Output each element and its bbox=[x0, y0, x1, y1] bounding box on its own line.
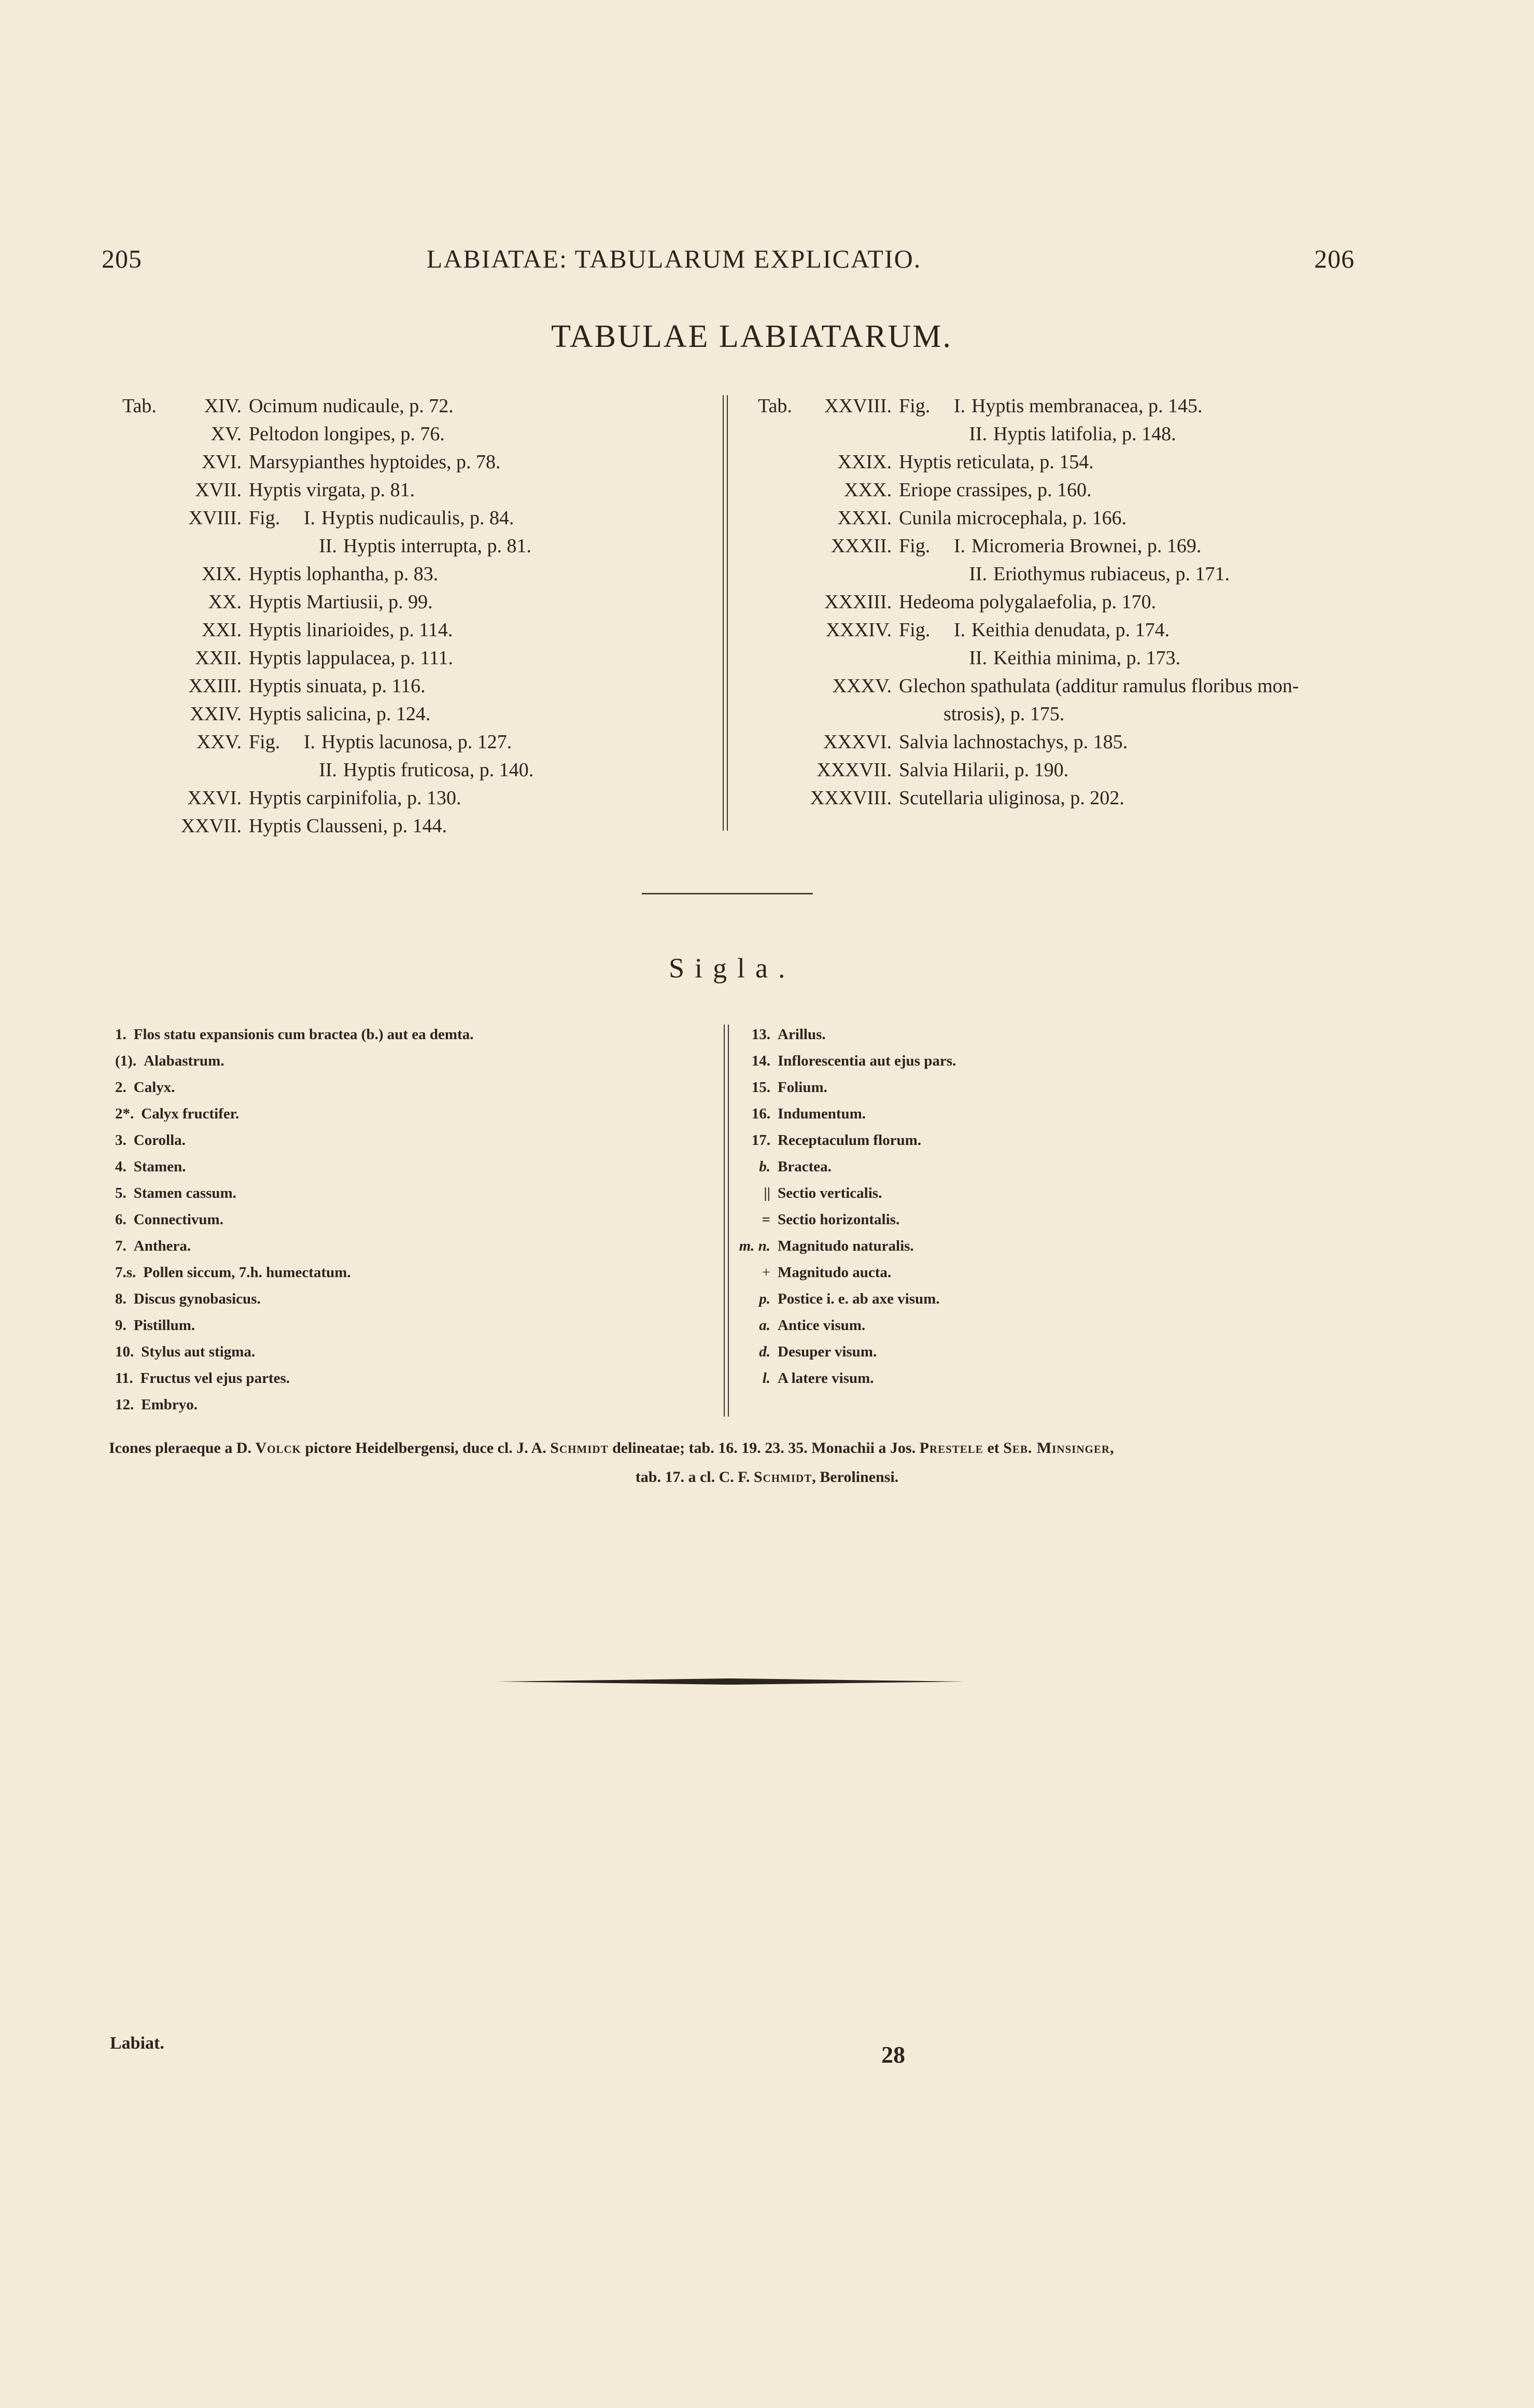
plate-text: Keithia minima, p. 173. bbox=[993, 647, 1180, 669]
sigla-entry bbox=[115, 1312, 473, 1339]
plate-number: XXXIV. bbox=[825, 619, 892, 641]
plate-entry bbox=[122, 784, 533, 812]
credits-text: delineatae; tab. 16. 19. 23. 35. Monachii a Jos. bbox=[608, 1439, 920, 1457]
sigla-text: Postice i. e. ab axe visum. bbox=[778, 1291, 940, 1307]
tab-label: Tab. bbox=[758, 395, 792, 417]
plate-text: Hyptis lacunosa, p. 127. bbox=[321, 731, 512, 753]
credits-text: Icones pleraeque a D. bbox=[109, 1439, 256, 1457]
sigla-entry bbox=[115, 1392, 473, 1418]
plate-number: XXVIII. bbox=[824, 395, 892, 417]
sigla-entry bbox=[115, 1286, 473, 1312]
plate-number: XXX. bbox=[844, 479, 892, 501]
sigla-entry bbox=[714, 1365, 956, 1392]
sigla-entry bbox=[714, 1259, 956, 1286]
sigla-entry bbox=[714, 1101, 956, 1127]
plate-entry bbox=[122, 532, 533, 560]
sigla-text: Discus gynobasicus. bbox=[133, 1291, 261, 1307]
plate-entry bbox=[122, 420, 533, 448]
sigla-text: Bractea. bbox=[778, 1158, 832, 1175]
figure-number: II. bbox=[969, 647, 987, 669]
sigla-entry bbox=[115, 1021, 473, 1048]
sigla-text: Stamen. bbox=[133, 1158, 186, 1175]
sigla-entry bbox=[115, 1101, 473, 1127]
sigla-key: || bbox=[764, 1185, 770, 1201]
sigla-text: Inflorescentia aut ejus pars. bbox=[778, 1053, 956, 1069]
sigla-entry bbox=[115, 1127, 473, 1154]
sigla-key: 10. bbox=[115, 1343, 134, 1360]
sigla-text: Embryo. bbox=[141, 1396, 198, 1413]
plate-text: Hyptis Martiusii, p. 99. bbox=[249, 591, 433, 613]
sigla-key: 16. bbox=[751, 1105, 770, 1122]
figure-number: II. bbox=[319, 759, 337, 781]
plate-text: Hyptis lappulacea, p. 111. bbox=[249, 647, 453, 669]
sigla-key: 5. bbox=[115, 1185, 126, 1201]
credits-name: Seb. Minsinger, bbox=[1003, 1439, 1115, 1457]
figure-label: Fig. bbox=[249, 507, 280, 529]
sigla-entry bbox=[115, 1233, 473, 1259]
sigla-text: Alabastrum. bbox=[144, 1053, 224, 1069]
sigla-key: 14. bbox=[751, 1053, 770, 1069]
figure-number: II. bbox=[319, 535, 337, 557]
sigla-key: a. bbox=[759, 1317, 770, 1334]
plate-text: Glechon spathulata (additur ramulus floribus mon- bbox=[899, 675, 1299, 697]
sigla-key: 2. bbox=[115, 1079, 126, 1096]
plates-list-right bbox=[758, 392, 1299, 812]
plate-text: Hyptis reticulata, p. 154. bbox=[899, 451, 1094, 473]
figure-number: I. bbox=[303, 507, 315, 529]
sigla-text: Sectio verticalis. bbox=[778, 1185, 882, 1201]
sigla-key: (1). bbox=[115, 1053, 137, 1069]
plate-number: XXXI. bbox=[837, 507, 892, 529]
tab-label: Tab. bbox=[122, 395, 157, 417]
credits-name: Volck bbox=[255, 1439, 301, 1457]
plate-entry bbox=[758, 532, 1299, 560]
plate-entry bbox=[758, 560, 1299, 588]
sigla-entry bbox=[115, 1259, 473, 1286]
figure-label: Fig. bbox=[899, 395, 931, 417]
sigla-entry bbox=[714, 1312, 956, 1339]
sigla-text: Desuper visum. bbox=[778, 1343, 877, 1360]
credits-name: Prestele bbox=[919, 1439, 983, 1457]
plate-text: Micromeria Brownei, p. 169. bbox=[972, 535, 1202, 557]
sigla-text: Pistillum. bbox=[133, 1317, 195, 1334]
signature-number: 28 bbox=[881, 2041, 905, 2068]
plate-text: Hedeoma polygalaefolia, p. 170. bbox=[899, 591, 1156, 613]
sigla-text: Magnitudo naturalis. bbox=[778, 1238, 914, 1254]
figure-number: II. bbox=[969, 563, 987, 585]
plate-entry bbox=[758, 728, 1299, 756]
sigla-key: 9. bbox=[115, 1317, 126, 1334]
sigla-key: + bbox=[762, 1264, 770, 1281]
credits-name: Schmidt bbox=[753, 1468, 812, 1486]
plate-number: XXIII. bbox=[188, 675, 242, 697]
plate-entry bbox=[758, 476, 1299, 504]
plate-text: Hyptis latifolia, p. 148. bbox=[993, 423, 1176, 445]
sigla-entry bbox=[714, 1180, 956, 1207]
sigla-key: 2*. bbox=[115, 1105, 134, 1122]
sigla-key: l. bbox=[762, 1370, 770, 1387]
sigla-key: d. bbox=[759, 1343, 770, 1360]
sigla-text: Indumentum. bbox=[778, 1105, 866, 1122]
sigla-entry bbox=[115, 1180, 473, 1207]
sigla-text: Anthera. bbox=[133, 1238, 191, 1254]
plate-text: Hyptis Clausseni, p. 144. bbox=[249, 815, 447, 837]
plate-number: XXXIII. bbox=[824, 591, 892, 613]
sigla-text: A latere visum. bbox=[778, 1370, 874, 1387]
sigla-list-right bbox=[714, 1021, 956, 1392]
plate-entry bbox=[758, 588, 1299, 616]
sigla-entry bbox=[714, 1048, 956, 1074]
illustration-credits bbox=[109, 1434, 1363, 1462]
credits-text: et bbox=[983, 1439, 1004, 1457]
plate-entry bbox=[758, 756, 1299, 784]
column-divider bbox=[723, 395, 728, 831]
plate-text: Ocimum nudicaule, p. 72. bbox=[249, 395, 454, 417]
plate-text: Hyptis interrupta, p. 81. bbox=[343, 535, 532, 557]
plate-entry bbox=[758, 448, 1299, 476]
sigla-key: b. bbox=[759, 1158, 770, 1175]
sigla-text: Calyx fructifer. bbox=[141, 1105, 240, 1122]
sigla-entry bbox=[115, 1207, 473, 1233]
plate-text: Cunila microcephala, p. 166. bbox=[899, 507, 1127, 529]
plate-entry bbox=[122, 728, 533, 756]
page-number-left: 205 bbox=[102, 244, 142, 273]
sigla-entry bbox=[714, 1127, 956, 1154]
sigla-entry bbox=[115, 1074, 473, 1101]
plate-number: XXXV. bbox=[832, 675, 892, 697]
plate-text: Eriothymus rubiaceus, p. 171. bbox=[993, 563, 1230, 585]
sigla-text: Arillus. bbox=[778, 1026, 826, 1043]
sigla-entry bbox=[714, 1074, 956, 1101]
footer-label: Labiat. bbox=[110, 2034, 164, 2053]
sigla-text: Magnitudo aucta. bbox=[778, 1264, 892, 1281]
plate-number: XXV. bbox=[196, 731, 242, 753]
plate-number: XXXVII. bbox=[817, 759, 892, 781]
plate-text: Hyptis fruticosa, p. 140. bbox=[343, 759, 534, 781]
plate-text: Hyptis nudicaulis, p. 84. bbox=[321, 507, 514, 529]
sigla-text: Folium. bbox=[778, 1079, 827, 1096]
sigla-text: Stylus aut stigma. bbox=[141, 1343, 256, 1360]
plate-number: XV. bbox=[210, 423, 242, 445]
plate-entry bbox=[122, 476, 533, 504]
figure-number: II. bbox=[969, 423, 987, 445]
plate-text: Hyptis linarioides, p. 114. bbox=[249, 619, 453, 641]
sigla-key: 6. bbox=[115, 1211, 126, 1228]
plate-number: XXXVI. bbox=[823, 731, 892, 753]
plate-entry bbox=[758, 504, 1299, 532]
plate-entry bbox=[122, 672, 533, 700]
sigla-key: 7. bbox=[115, 1238, 126, 1254]
plate-text: Peltodon longipes, p. 76. bbox=[249, 423, 445, 445]
sigla-key: 11. bbox=[115, 1370, 133, 1387]
plate-text: Hyptis carpinifolia, p. 130. bbox=[249, 787, 461, 809]
plate-entry bbox=[122, 560, 533, 588]
plate-text: strosis), p. 175. bbox=[944, 703, 1065, 725]
sigla-key: 17. bbox=[751, 1132, 770, 1149]
plate-entry bbox=[758, 420, 1299, 448]
plate-text: Salvia Hilarii, p. 190. bbox=[899, 759, 1069, 781]
plate-text: Hyptis virgata, p. 81. bbox=[249, 479, 415, 501]
plate-entry bbox=[122, 504, 533, 532]
sigla-entry bbox=[115, 1365, 473, 1392]
credits-name: Schmidt bbox=[550, 1439, 609, 1457]
page-number-right: 206 bbox=[1314, 244, 1355, 273]
plate-number: XXXVIII. bbox=[810, 787, 892, 809]
sigla-text: Antice visum. bbox=[778, 1317, 866, 1334]
plate-entry bbox=[758, 644, 1299, 672]
page-title: TABULAE LABIATARUM. bbox=[551, 319, 952, 354]
plate-text: Keithia denudata, p. 174. bbox=[972, 619, 1170, 641]
plate-entry bbox=[758, 700, 1299, 728]
plate-entry bbox=[122, 588, 533, 616]
sigla-text: Corolla. bbox=[133, 1132, 186, 1149]
plate-text: Hyptis sinuata, p. 116. bbox=[249, 675, 426, 697]
credits-text: pictore Heidelbergensi, duce cl. J. A. bbox=[301, 1439, 551, 1457]
plate-entry bbox=[122, 392, 533, 420]
plate-number: XXXII. bbox=[831, 535, 892, 557]
plate-entry bbox=[758, 672, 1299, 700]
sigla-key: 13. bbox=[751, 1026, 770, 1043]
plate-entry bbox=[758, 392, 1299, 420]
plate-entry bbox=[758, 784, 1299, 812]
plate-number: XVI. bbox=[201, 451, 242, 473]
plate-number: XVII. bbox=[195, 479, 242, 501]
plate-number: XVIII. bbox=[188, 507, 242, 529]
plate-number: XXVI. bbox=[187, 787, 242, 809]
sigla-entry bbox=[714, 1154, 956, 1180]
sigla-entry bbox=[714, 1286, 956, 1312]
sigla-list-left bbox=[115, 1021, 473, 1418]
plate-number: XX. bbox=[208, 591, 242, 613]
figure-number: I. bbox=[303, 731, 315, 753]
sigla-key: 8. bbox=[115, 1291, 126, 1307]
plate-text: Scutellaria uliginosa, p. 202. bbox=[899, 787, 1124, 809]
plate-number: XXIV. bbox=[190, 703, 242, 725]
figure-label: Fig. bbox=[899, 535, 931, 557]
sigla-entry bbox=[714, 1021, 956, 1048]
plate-text: Hyptis membranacea, p. 145. bbox=[972, 395, 1203, 417]
plate-text: Eriope crassipes, p. 160. bbox=[899, 479, 1092, 501]
sigla-entry bbox=[115, 1339, 473, 1365]
plate-text: Marsypianthes hyptoides, p. 78. bbox=[249, 451, 501, 473]
credits-text: tab. 17. a cl. C. F. bbox=[635, 1468, 754, 1486]
sigla-key: 3. bbox=[115, 1132, 126, 1149]
figure-number: I. bbox=[953, 395, 965, 417]
sigla-entry bbox=[714, 1233, 956, 1259]
plate-number: XXVII. bbox=[180, 815, 242, 837]
sigla-text: Pollen siccum, 7.h. humectatum. bbox=[143, 1264, 351, 1281]
sigla-text: Connectivum. bbox=[133, 1211, 223, 1228]
sigla-entry bbox=[714, 1207, 956, 1233]
sigla-text: Calyx. bbox=[133, 1079, 175, 1096]
sigla-entry bbox=[714, 1339, 956, 1365]
sigla-text: Flos statu expansionis cum bractea (b.) aut ea demta. bbox=[133, 1026, 474, 1043]
plate-text: Hyptis lophantha, p. 83. bbox=[249, 563, 439, 585]
sigla-key: 12. bbox=[115, 1396, 134, 1413]
figure-number: I. bbox=[953, 619, 965, 641]
section-rule bbox=[642, 893, 813, 894]
sigla-entry bbox=[115, 1154, 473, 1180]
credits-text: , Berolinensi. bbox=[812, 1468, 899, 1486]
figure-label: Fig. bbox=[249, 731, 280, 753]
plate-entry bbox=[122, 700, 533, 728]
sigla-key: 7.s. bbox=[115, 1264, 136, 1281]
plate-text: Hyptis salicina, p. 124. bbox=[249, 703, 431, 725]
sigla-key: 15. bbox=[751, 1079, 770, 1096]
plate-number: XIV. bbox=[204, 395, 242, 417]
plate-entry bbox=[122, 812, 533, 840]
sigla-key: 4. bbox=[115, 1158, 126, 1175]
ornamental-rule bbox=[498, 1678, 964, 1685]
sigla-entry bbox=[115, 1048, 473, 1074]
plate-number: XXIX. bbox=[837, 451, 892, 473]
figure-label: Fig. bbox=[899, 619, 931, 641]
figure-number: I. bbox=[953, 535, 965, 557]
sigla-text: Fructus vel ejus partes. bbox=[140, 1370, 290, 1387]
sigla-text: Receptaculum florum. bbox=[778, 1132, 922, 1149]
plate-entry bbox=[122, 448, 533, 476]
running-header-title: LABIATAE: TABULARUM EXPLICATIO. bbox=[426, 244, 922, 273]
sigla-text: Sectio horizontalis. bbox=[778, 1211, 900, 1228]
sigla-title: Sigla. bbox=[669, 953, 796, 984]
sigla-key: 1. bbox=[115, 1026, 126, 1043]
plates-list-left bbox=[122, 392, 533, 840]
plate-text: Salvia lachnostachys, p. 185. bbox=[899, 731, 1128, 753]
sigla-key: m. n. bbox=[739, 1238, 770, 1254]
plate-number: XIX. bbox=[201, 563, 242, 585]
sigla-key: p. bbox=[759, 1291, 770, 1307]
plate-entry bbox=[122, 644, 533, 672]
sigla-key: = bbox=[762, 1211, 770, 1228]
plate-number: XXII. bbox=[195, 647, 242, 669]
plate-entry bbox=[758, 616, 1299, 644]
plate-entry bbox=[122, 756, 533, 784]
sigla-text: Stamen cassum. bbox=[133, 1185, 236, 1201]
illustration-credits-continued bbox=[0, 1463, 1534, 1491]
plate-number: XXI. bbox=[201, 619, 242, 641]
plate-entry bbox=[122, 616, 533, 644]
